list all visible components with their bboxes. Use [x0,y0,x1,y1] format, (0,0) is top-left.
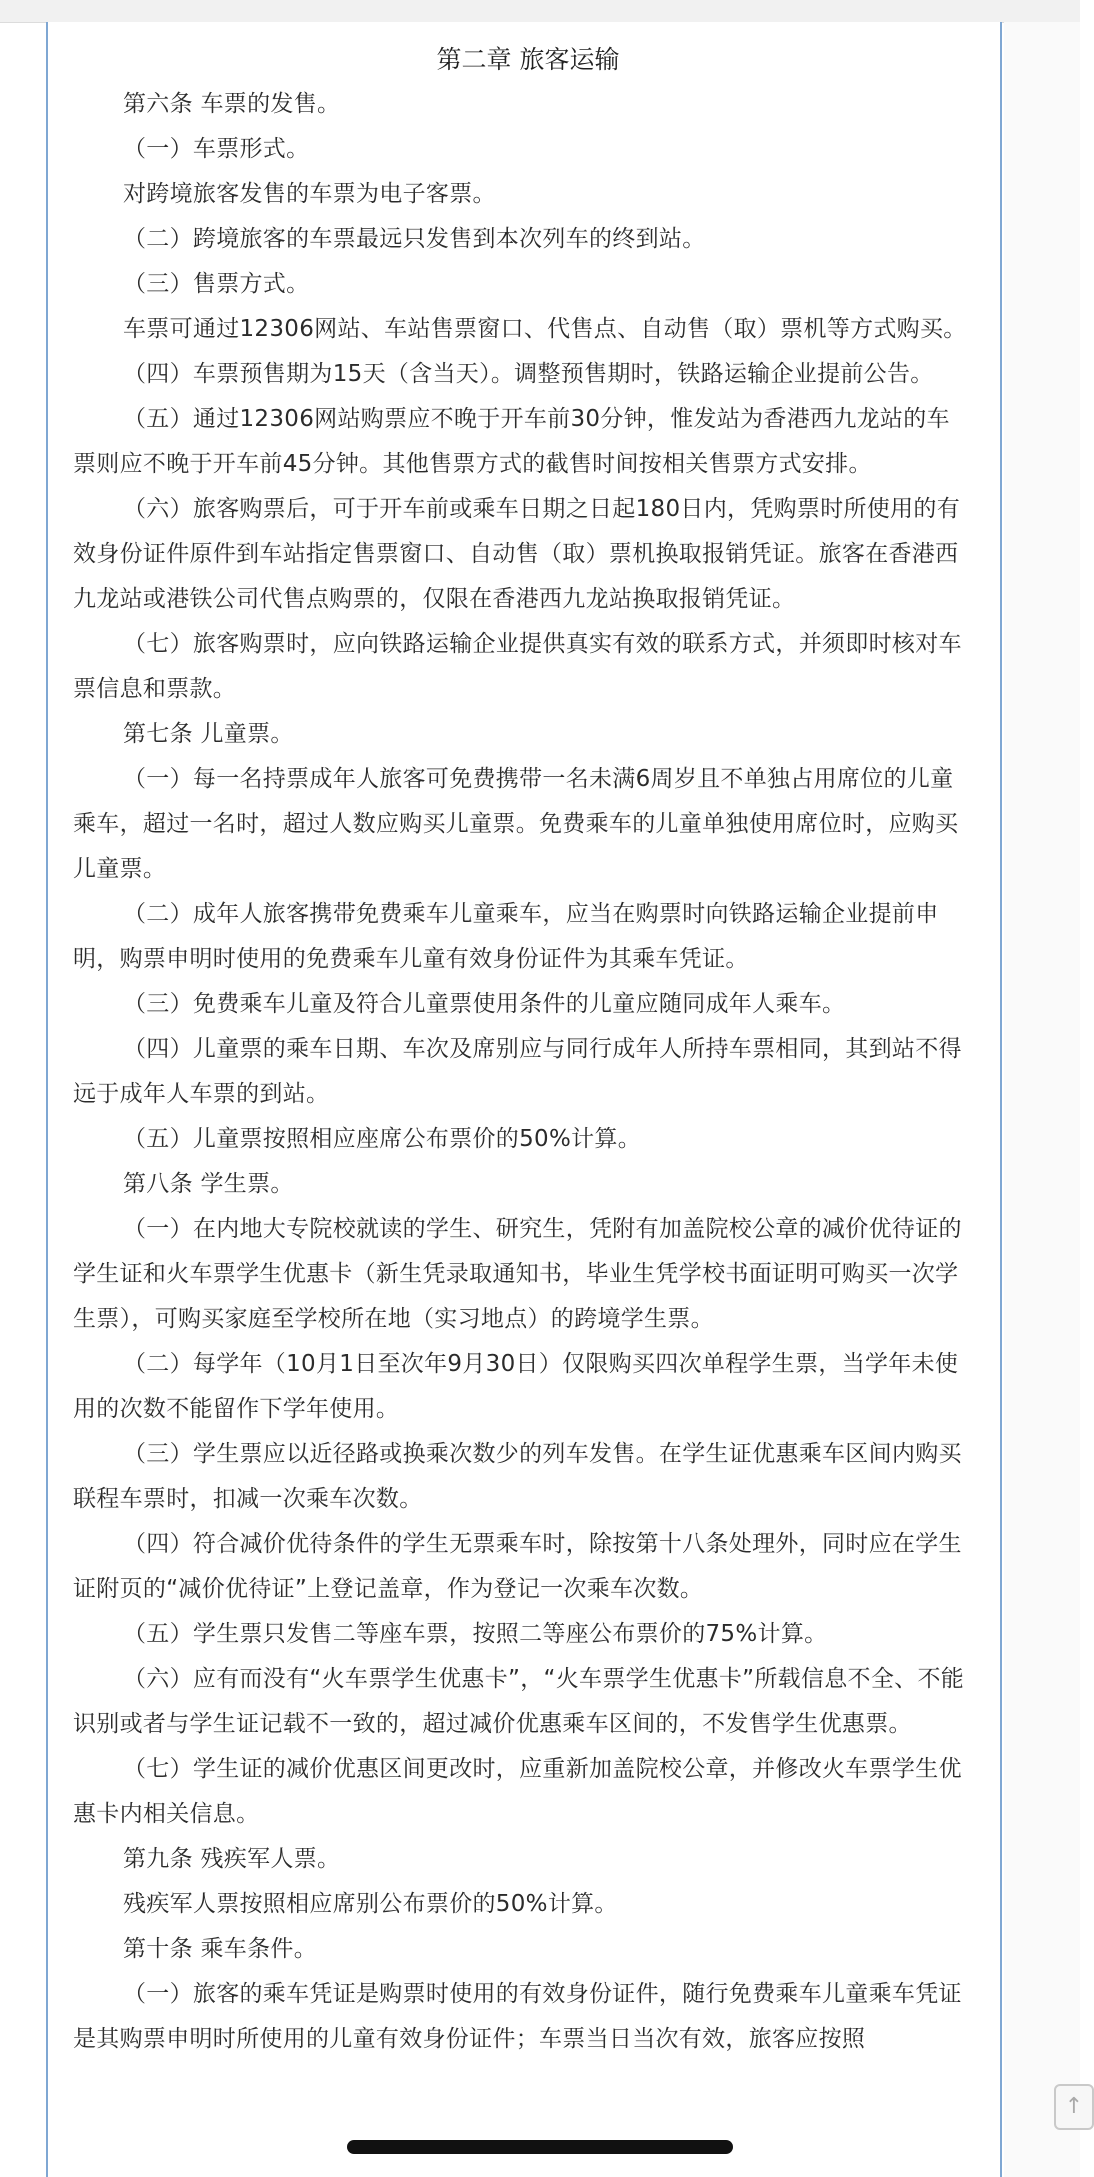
paragraph: （七）旅客购票时，应向铁路运输企业提供真实有效的联系方式，并须即时核对车票信息和票款。 [73,631,962,702]
article-heading: 第十条 乘车条件。 [123,1936,318,1962]
paragraph: （二）跨境旅客的车票最远只发售到本次列车的终到站。 [123,226,706,252]
paragraph: （一）在内地大专院校就读的学生、研究生，凭附有加盖院校公章的减价优待证的学生证和火车票学生优惠卡（新生凭录取通知书，毕业生凭学校书面证明可购买一次学生票），可购买家庭至学校所在地（实习地点）的跨境学生票。 [73,1216,962,1332]
paragraph: （一）车票形式。 [123,136,310,162]
back-to-top-button[interactable] [1054,2084,1094,2130]
paragraph: （四）符合减价优待条件的学生无票乘车时，除按第十八条处理外，同时应在学生证附页的“减价优待证”上登记盖章，作为登记一次乘车次数。 [73,1531,962,1602]
paragraph: （六）旅客购票后，可于开车前或乘车日期之日起180日内，凭购票时所使用的有效身份证件原件到车站指定售票窗口、自动售（取）票机换取报销凭证。旅客在香港西九龙站或港铁公司代售点购票的，仅限在香港西九龙站换取报销凭证。 [73,496,960,612]
paragraph: （二）成年人旅客携带免费乘车儿童乘车，应当在购票时向铁路运输企业提前申明，购票申明时使用的免费乘车儿童有效身份证件为其乘车凭证。 [73,901,939,972]
paragraph: （三）售票方式。 [123,271,310,297]
paragraph: 对跨境旅客发售的车票为电子客票。 [123,181,496,207]
paragraph: （三）学生票应以近径路或换乘次数少的列车发售。在学生证优惠乘车区间内购买联程车票时，扣减一次乘车次数。 [73,1441,962,1512]
paragraph: 车票可通过12306网站、车站售票窗口、代售点、自动售（取）票机等方式购买。 [123,316,967,342]
paragraph: （四）儿童票的乘车日期、车次及席别应与同行成年人所持车票相同，其到站不得远于成年人车票的到站。 [73,1036,962,1107]
paragraph: （三）免费乘车儿童及符合儿童票使用条件的儿童应随同成年人乘车。 [123,991,846,1017]
paragraph: （一）旅客的乘车凭证是购票时使用的有效身份证件，随行免费乘车儿童乘车凭证是其购票申明时所使用的儿童有效身份证件；车票当日当次有效，旅客应按照 [73,1981,962,2052]
paragraph: （四）车票预售期为15天（含当天）。调整预售期时，铁路运输企业提前公告。 [123,361,934,387]
paragraph: 残疾军人票按照相应席别公布票价的50%计算。 [123,1891,618,1917]
paragraph: （五）学生票只发售二等座车票，按照二等座公布票价的75%计算。 [123,1621,828,1647]
paragraph: （五）通过12306网站购票应不晚于开车前30分钟，惟发站为香港西九龙站的车票则应不晚于开车前45分钟。其他售票方式的截售时间按相关售票方式安排。 [73,406,950,477]
article-heading: 第七条 儿童票。 [123,721,294,747]
browser-top-bar [0,0,1080,23]
article-heading: 第九条 残疾军人票。 [123,1846,341,1872]
paragraph: （二）每学年（10月1日至次年9月30日）仅限购买四次单程学生票，当学年未使用的次数不能留作下学年使用。 [73,1351,959,1422]
article-heading: 第六条 车票的发售。 [123,91,341,117]
back-to-top-icon: ↑ [1064,2094,1084,2119]
article-heading: 第八条 学生票。 [123,1171,294,1197]
document-content [73,38,973,2062]
paragraph: （一）每一名持票成年人旅客可免费携带一名未满6周岁且不单独占用席位的儿童乘车，超过一名时，超过人数应购买儿童票。免费乘车的儿童单独使用席位时，应购买儿童票。 [73,766,959,882]
right-gutter [1004,22,1080,2177]
paragraph: （七）学生证的减价优惠区间更改时，应重新加盖院校公章，并修改火车票学生优惠卡内相关信息。 [73,1756,962,1827]
home-indicator[interactable] [347,2140,733,2154]
paragraph: （六）应有而没有“火车票学生优惠卡”，“火车票学生优惠卡”所载信息不全、不能识别或者与学生证记载不一致的，超过减价优惠乘车区间的，不发售学生优惠票。 [73,1666,965,1737]
chapter-title: 第二章 旅客运输 [436,45,620,74]
paragraph: （五）儿童票按照相应座席公布票价的50%计算。 [123,1126,642,1152]
